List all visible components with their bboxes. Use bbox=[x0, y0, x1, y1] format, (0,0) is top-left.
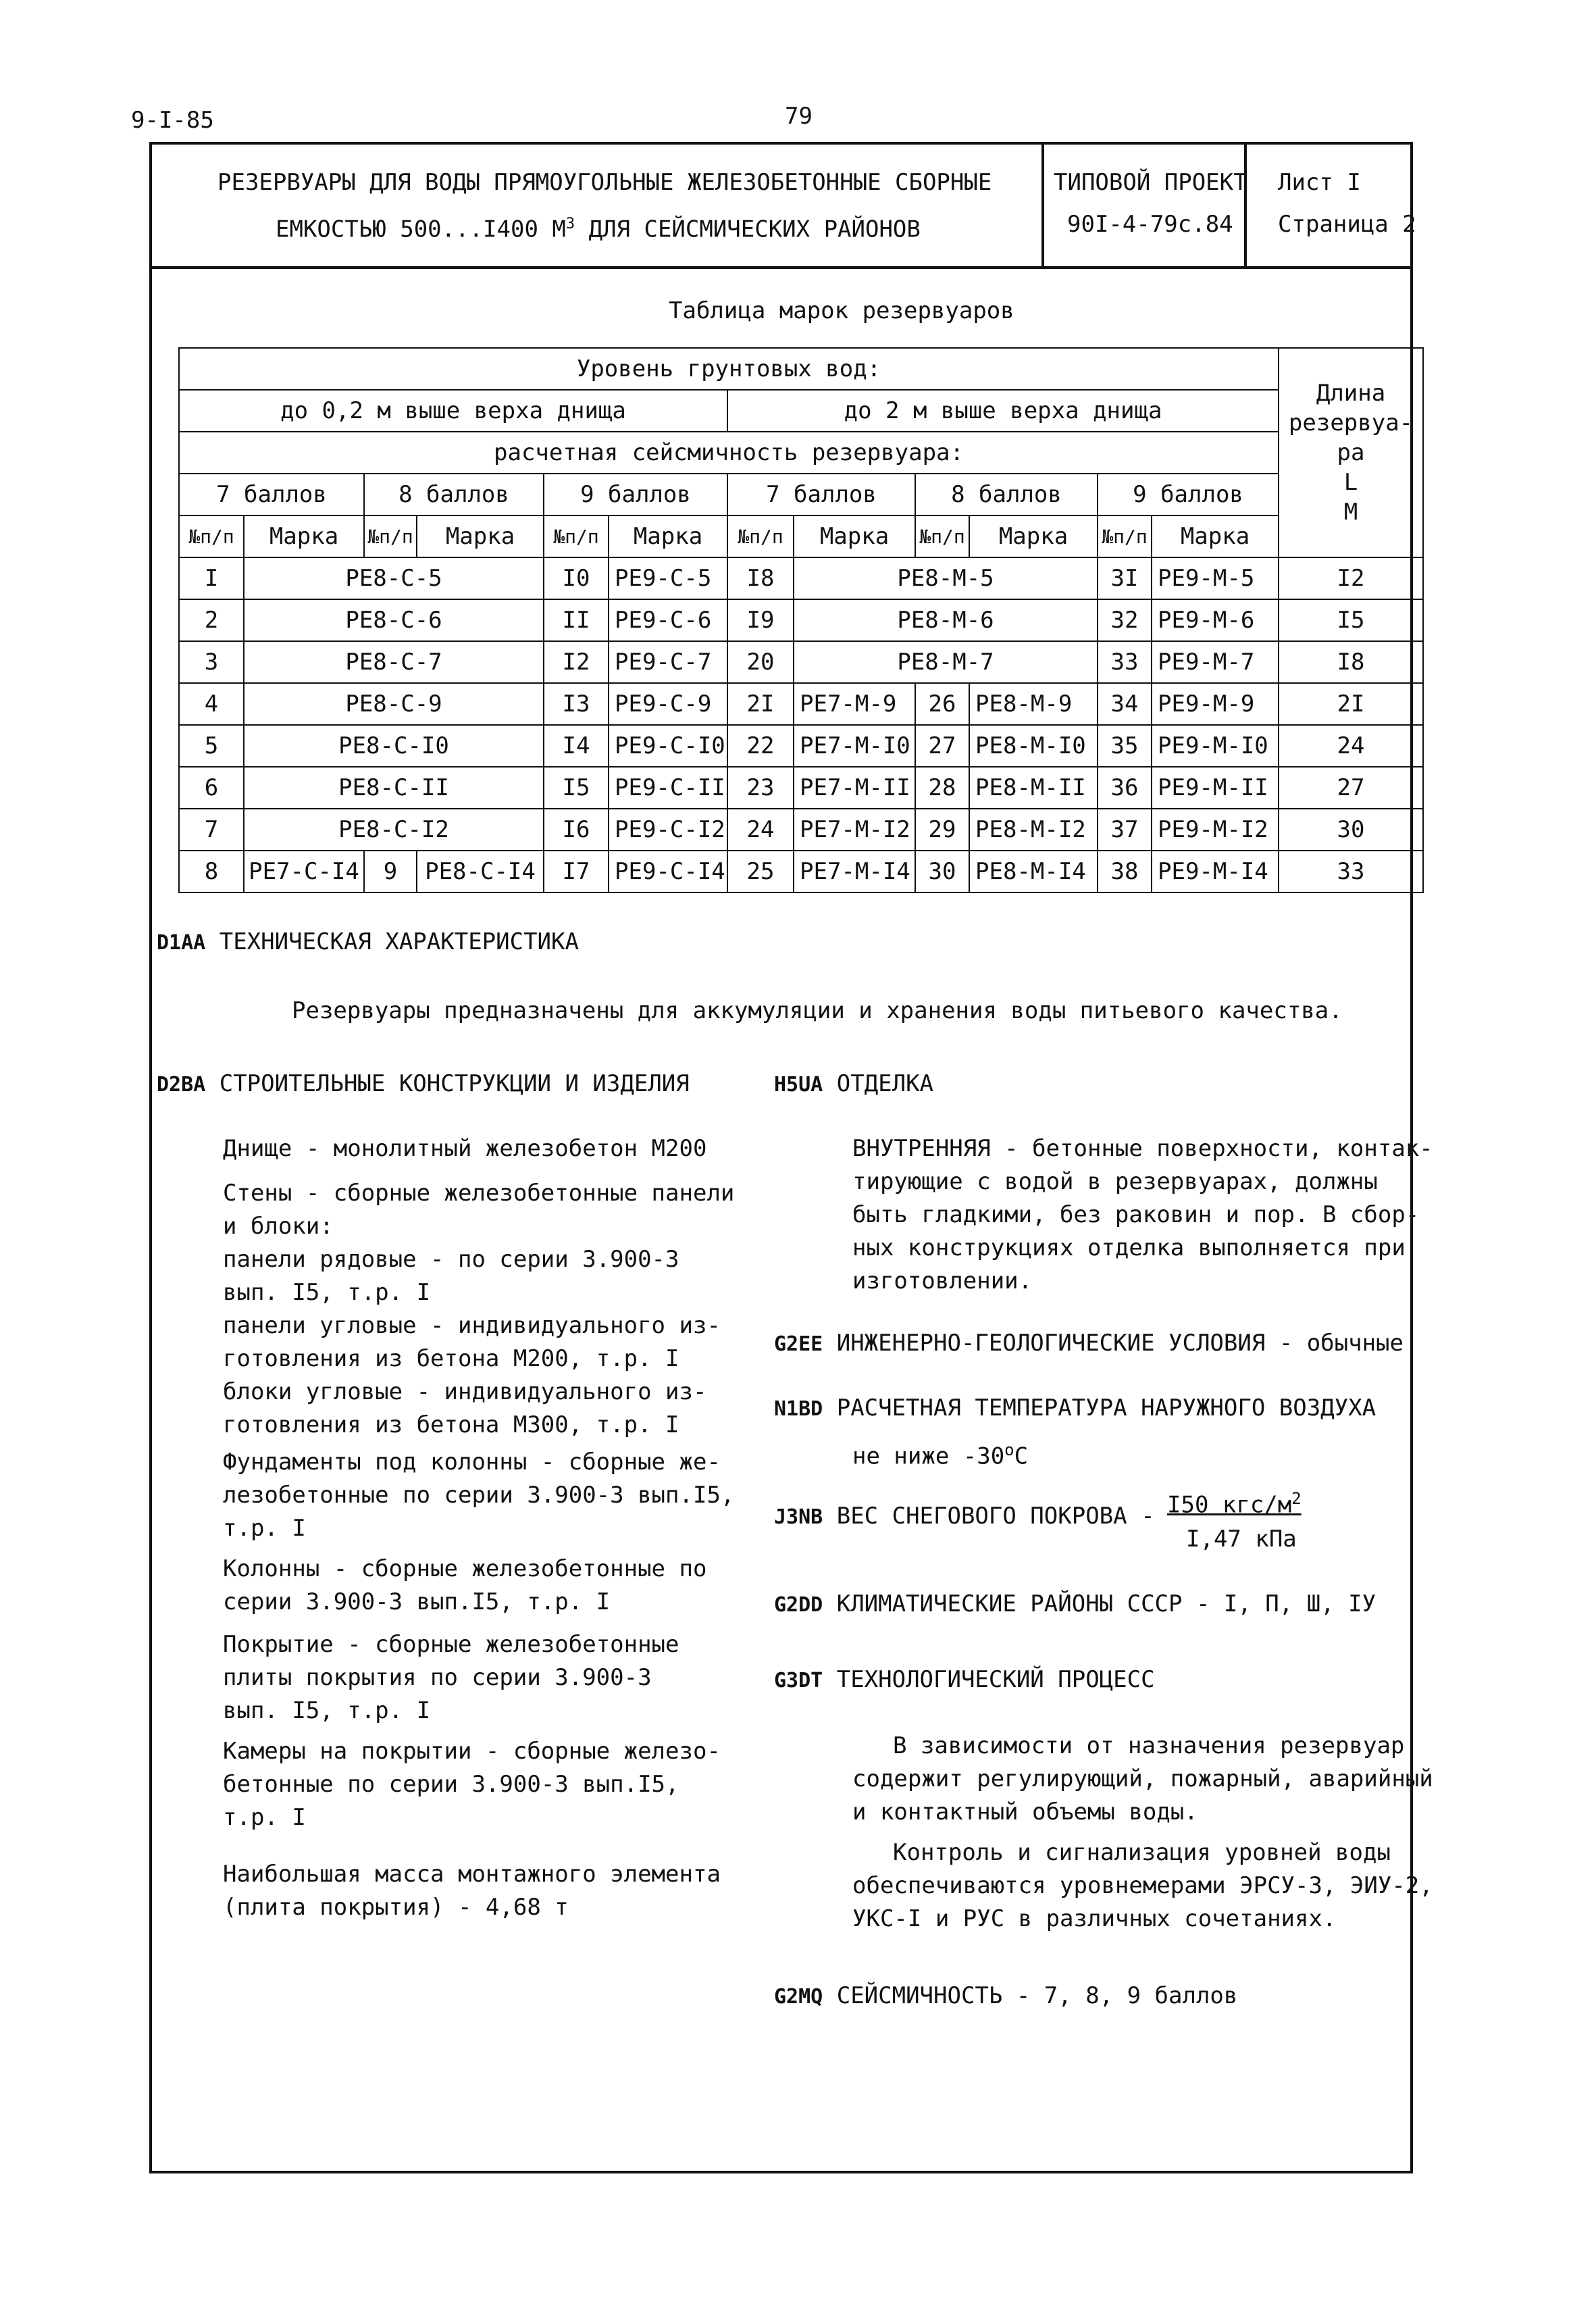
section-code: J3NB bbox=[774, 1505, 823, 1529]
cell: 33 bbox=[1098, 641, 1152, 683]
climate-line bbox=[774, 1589, 1376, 1620]
section-code: G3DT bbox=[774, 1669, 823, 1692]
doc-number: 9-I-85 bbox=[131, 107, 214, 134]
cell: РЕ7-М-I0 bbox=[794, 725, 915, 767]
balls-7-low: 7 баллов bbox=[179, 474, 364, 515]
cell: 2I bbox=[727, 683, 794, 725]
marks-table bbox=[178, 347, 1424, 893]
cell: I6 bbox=[544, 809, 609, 851]
cell: РЕ9-М-6 bbox=[1152, 599, 1279, 641]
structures-p3: Фундаменты под колонны - сборные же- лезобетонные по серии 3.900-3 вып.I5, т.р. I bbox=[223, 1449, 735, 1542]
section-code: D1AA bbox=[157, 931, 206, 955]
table-row bbox=[179, 557, 1423, 599]
cell: РЕ8-С-I4 bbox=[417, 851, 544, 892]
cell: РЕ9-С-6 bbox=[609, 599, 727, 641]
cell: 33 bbox=[1279, 851, 1423, 892]
cell: РЕ9-С-9 bbox=[609, 683, 727, 725]
cell: РЕ8-М-I0 bbox=[969, 725, 1098, 767]
table-row bbox=[179, 851, 1423, 892]
groundwater-header: Уровень грунтовых вод: bbox=[179, 348, 1279, 390]
snow-numerator: I50 кгс/$м^2$ bbox=[1167, 1489, 1302, 1519]
table-caption: Таблица марок резервуаров bbox=[669, 297, 1014, 324]
process-p1: В зависимости от назначения резервуар содержит регулирующий, пожарный, аварийный и контактный объемы воды. bbox=[852, 1732, 1433, 1826]
col-mark: Марка bbox=[1152, 515, 1279, 557]
cell: 30 bbox=[915, 851, 969, 892]
table-row bbox=[179, 641, 1423, 683]
structures-p2: Стены - сборные железобетонные панели и блоки: панели рядовые - по серии 3.900-3 вып. I5, т.р. I панели угловые - индивидуального из- готовления из бетона М200, т.р. I блоки угловые - индивидуального из- готовления из бетона М300, т.р. I bbox=[223, 1180, 735, 1438]
header-divider bbox=[149, 266, 1413, 269]
col-num: №п/п bbox=[915, 515, 969, 557]
col-num: №п/п bbox=[179, 515, 244, 557]
cell: РЕ8-С-6 bbox=[244, 599, 544, 641]
tech-heading bbox=[157, 927, 579, 958]
title-line-1: РЕЗЕРВУАРЫ ДЛЯ ВОДЫ ПРЯМОУГОЛЬНЫЕ ЖЕЛЕЗОБЕТОННЫЕ СБОРНЫЕ bbox=[217, 169, 992, 196]
table-header-row bbox=[179, 515, 1423, 557]
table-header-row bbox=[179, 474, 1423, 515]
col-mark: Марка bbox=[609, 515, 727, 557]
cell: РЕ7-М-II bbox=[794, 767, 915, 809]
balls-7-high: 7 баллов bbox=[727, 474, 915, 515]
cell: РЕ8-М-I2 bbox=[969, 809, 1098, 851]
cell: 20 bbox=[727, 641, 794, 683]
structures-p6: Камеры на покрытии - сборные железо- бетонные по серии 3.900-3 вып.I5, т.р. I bbox=[223, 1738, 721, 1831]
col-num: №п/п bbox=[727, 515, 794, 557]
cell: 24 bbox=[727, 809, 794, 851]
cell: РЕ7-М-9 bbox=[794, 683, 915, 725]
cell: 34 bbox=[1098, 683, 1152, 725]
col-num: №п/п bbox=[544, 515, 609, 557]
section-title: ВЕС СНЕГОВОГО ПОКРОВА - bbox=[836, 1503, 1155, 1530]
cell: РЕ9-С-I4 bbox=[609, 851, 727, 892]
cell: РЕ9-С-I2 bbox=[609, 809, 727, 851]
section-title: ОТДЕЛКА bbox=[836, 1070, 934, 1097]
temp-value: не ниже $-30^оС$ bbox=[852, 1440, 1029, 1470]
cell: 7 bbox=[179, 809, 244, 851]
geo-line bbox=[774, 1328, 1404, 1359]
cell: РЕ9-М-7 bbox=[1152, 641, 1279, 683]
cell: 9 bbox=[364, 851, 417, 892]
cell: 36 bbox=[1098, 767, 1152, 809]
cell: РЕ9-М-II bbox=[1152, 767, 1279, 809]
cell: 6 bbox=[179, 767, 244, 809]
cell: 2 bbox=[179, 599, 244, 641]
cell: РЕ7-М-I4 bbox=[794, 851, 915, 892]
cell: РЕ9-М-I2 bbox=[1152, 809, 1279, 851]
cell: I0 bbox=[544, 557, 609, 599]
cell: 25 bbox=[727, 851, 794, 892]
cell: 27 bbox=[915, 725, 969, 767]
col-num: №п/п bbox=[364, 515, 417, 557]
structures-heading bbox=[157, 1069, 690, 1100]
cell: II bbox=[544, 599, 609, 641]
header-sep-1 bbox=[1041, 142, 1044, 268]
section-title: ТЕХНИЧЕСКАЯ ХАРАКТЕРИСТИКА bbox=[219, 928, 579, 955]
cell: РЕ9-М-I0 bbox=[1152, 725, 1279, 767]
cell: I5 bbox=[544, 767, 609, 809]
balls-9-low: 9 баллов bbox=[544, 474, 727, 515]
cell: I9 bbox=[727, 599, 794, 641]
cell: РЕ7-М-I2 bbox=[794, 809, 915, 851]
cell: РЕ9-С-I0 bbox=[609, 725, 727, 767]
cell: 35 bbox=[1098, 725, 1152, 767]
table-header-row bbox=[179, 348, 1423, 390]
cell: РЕ8-С-9 bbox=[244, 683, 544, 725]
process-p2: Контроль и сигнализация уровней воды обеспечиваются уровнемерами ЭРСУ-3, ЭИУ-2, УКС-I и РУС в различных сочетаниях. bbox=[852, 1839, 1433, 1932]
cell: РЕ8-М-9 bbox=[969, 683, 1098, 725]
cell: 37 bbox=[1098, 809, 1152, 851]
header-sep-2 bbox=[1244, 142, 1247, 268]
col-num: №п/п bbox=[1098, 515, 1152, 557]
cell: 3 bbox=[179, 641, 244, 683]
col-mark: Марка bbox=[417, 515, 544, 557]
table-row bbox=[179, 767, 1423, 809]
cell: 38 bbox=[1098, 851, 1152, 892]
length-header: Длина резервуа- ра L М bbox=[1279, 348, 1423, 557]
cell: 29 bbox=[915, 809, 969, 851]
cell: РЕ8-С-II bbox=[244, 767, 544, 809]
level-high: до 2 м выше верха днища bbox=[727, 390, 1279, 432]
cell: I5 bbox=[1279, 599, 1423, 641]
cell: РЕ7-С-I4 bbox=[244, 851, 364, 892]
table-row bbox=[179, 683, 1423, 725]
cell: I bbox=[179, 557, 244, 599]
col-mark: Марка bbox=[794, 515, 915, 557]
cell: РЕ8-С-I2 bbox=[244, 809, 544, 851]
cell: РЕ8-М-I4 bbox=[969, 851, 1098, 892]
finish-text: ВНУТРЕННЯЯ - бетонные поверхности, контак- тирующие с водой в резервуарах, должны быть гладкими, без раковин и пор. В сбор- ных конструкциях отделка выполняется при изготовлении. bbox=[852, 1135, 1433, 1294]
cell: 2I bbox=[1279, 683, 1423, 725]
cell: РЕ8-М-5 bbox=[794, 557, 1098, 599]
section-code: G2EE bbox=[774, 1332, 823, 1356]
cell: 26 bbox=[915, 683, 969, 725]
cell: РЕ9-М-5 bbox=[1152, 557, 1279, 599]
table-row bbox=[179, 599, 1423, 641]
cell: I2 bbox=[544, 641, 609, 683]
cell: 22 bbox=[727, 725, 794, 767]
finish-heading bbox=[774, 1069, 933, 1100]
table-row bbox=[179, 809, 1423, 851]
cell: 27 bbox=[1279, 767, 1423, 809]
cell: 5 bbox=[179, 725, 244, 767]
cell: 28 bbox=[915, 767, 969, 809]
table-header-row bbox=[179, 390, 1423, 432]
section-title: СЕЙСМИЧНОСТЬ - 7, 8, 9 баллов bbox=[836, 1982, 1238, 2009]
cell: РЕ8-М-7 bbox=[794, 641, 1098, 683]
cell: 32 bbox=[1098, 599, 1152, 641]
section-code: H5UA bbox=[774, 1073, 823, 1097]
cell: РЕ8-С-5 bbox=[244, 557, 544, 599]
level-low: до 0,2 м выше верха днища bbox=[179, 390, 727, 432]
page-number: 79 bbox=[785, 103, 813, 130]
balls-8-high: 8 баллов bbox=[915, 474, 1098, 515]
section-code: G2DD bbox=[774, 1593, 823, 1617]
cell: РЕ8-М-6 bbox=[794, 599, 1098, 641]
cell: РЕ8-С-7 bbox=[244, 641, 544, 683]
cell: I3 bbox=[544, 683, 609, 725]
cell: 24 bbox=[1279, 725, 1423, 767]
cell: I7 bbox=[544, 851, 609, 892]
title-line-2: ЕМКОСТЬЮ 500...I400 $М^3$ ДЛЯ СЕЙСМИЧЕСКИХ РАЙОНОВ bbox=[276, 216, 921, 243]
cell: РЕ8-М-II bbox=[969, 767, 1098, 809]
structures-p4: Колонны - сборные железобетонные по серии 3.900-3 вып.I5, т.р. I bbox=[223, 1555, 707, 1615]
cell: РЕ9-М-I4 bbox=[1152, 851, 1279, 892]
table-header-row bbox=[179, 432, 1423, 474]
section-title: ИНЖЕНЕРНО-ГЕОЛОГИЧЕСКИЕ УСЛОВИЯ - обычные bbox=[836, 1330, 1404, 1357]
section-code: D2BA bbox=[157, 1073, 206, 1097]
cell: 4 bbox=[179, 683, 244, 725]
col-mark: Марка bbox=[969, 515, 1098, 557]
seismic-header: расчетная сейсмичность резервуара: bbox=[179, 432, 1279, 474]
balls-8-low: 8 баллов bbox=[364, 474, 544, 515]
snow-denominator: I,47 кПа bbox=[1186, 1526, 1297, 1553]
cell: РЕ8-С-I0 bbox=[244, 725, 544, 767]
section-code: G2MQ bbox=[774, 1985, 823, 2009]
structures-p1: Днище - монолитный железобетон М200 bbox=[223, 1135, 707, 1162]
cell: РЕ9-С-II bbox=[609, 767, 727, 809]
tech-intro: Резервуары предназначены для аккумуляции и хранения воды питьевого качества. bbox=[292, 997, 1343, 1024]
cell: РЕ9-М-9 bbox=[1152, 683, 1279, 725]
cell: РЕ9-С-5 bbox=[609, 557, 727, 599]
cell: 23 bbox=[727, 767, 794, 809]
section-title: РАСЧЕТНАЯ ТЕМПЕРАТУРА НАРУЖНОГО ВОЗДУХА bbox=[836, 1394, 1376, 1422]
project-label: ТИПОВОЙ ПРОЕКТ bbox=[1054, 169, 1247, 196]
balls-9-high: 9 баллов bbox=[1098, 474, 1279, 515]
section-title: ТЕХНОЛОГИЧЕСКИЙ ПРОЦЕСС bbox=[836, 1666, 1155, 1693]
structures-p7: Наибольшая масса монтажного элемента (плита покрытия) - 4,68 т bbox=[223, 1861, 721, 1921]
temp-line bbox=[774, 1393, 1376, 1424]
section-title: КЛИМАТИЧЕСКИЕ РАЙОНЫ СССР - I, П, Ш, IУ bbox=[836, 1590, 1376, 1617]
cell: I4 bbox=[544, 725, 609, 767]
col-mark: Марка bbox=[244, 515, 364, 557]
cell: РЕ9-С-7 bbox=[609, 641, 727, 683]
cell: 3I bbox=[1098, 557, 1152, 599]
snow-line bbox=[774, 1501, 1155, 1532]
cell: I2 bbox=[1279, 557, 1423, 599]
table-row bbox=[179, 725, 1423, 767]
process-heading bbox=[774, 1665, 1155, 1696]
page-label: Страница 2 bbox=[1278, 211, 1416, 238]
project-code: 90I-4-79с.84 bbox=[1067, 211, 1233, 238]
section-title: СТРОИТЕЛЬНЫЕ КОНСТРУКЦИИ И ИЗДЕЛИЯ bbox=[219, 1070, 690, 1097]
cell: 30 bbox=[1279, 809, 1423, 851]
sheet-label: Лист I bbox=[1278, 169, 1361, 196]
cell: 8 bbox=[179, 851, 244, 892]
seismic-line bbox=[774, 1981, 1237, 2012]
section-code: N1BD bbox=[774, 1397, 823, 1421]
cell: I8 bbox=[727, 557, 794, 599]
cell: I8 bbox=[1279, 641, 1423, 683]
structures-p5: Покрытие - сборные железобетонные плиты покрытия по серии 3.900-3 вып. I5, т.р. I bbox=[223, 1631, 679, 1724]
